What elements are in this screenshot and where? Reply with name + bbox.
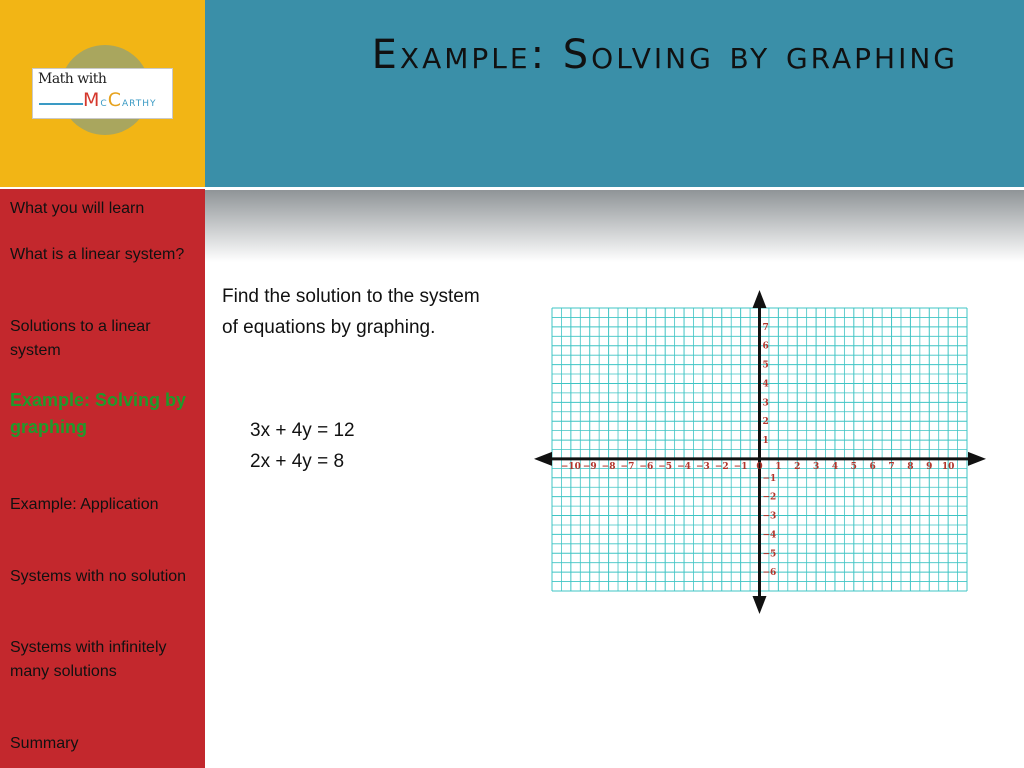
sidebar-item-example-application[interactable]: Example: Application <box>10 496 159 513</box>
y-tick-label: 6 <box>762 341 769 352</box>
sidebar-item-what-you-will-learn[interactable]: What you will learn <box>10 200 145 217</box>
x-tick-label: 0 <box>756 461 763 472</box>
y-tick-label: 2 <box>762 417 769 428</box>
x-tick-label: 1 <box>775 461 782 472</box>
y-tick-label: 4 <box>762 379 769 390</box>
logo-letters-arthy: ARTHY <box>121 99 157 109</box>
x-tick-label: −4 <box>677 461 691 472</box>
equation-1: 3x + 4y = 12 <box>250 420 355 441</box>
y-tick-label: −5 <box>762 549 777 560</box>
x-tick-label: −8 <box>601 461 616 472</box>
y-tick-label: −6 <box>762 568 777 579</box>
slide-title: Example: Solving by graphing <box>371 32 958 78</box>
logo-letter-m: M <box>83 89 101 111</box>
y-tick-label: −2 <box>762 492 777 503</box>
sidebar-item-what-is-a-linear-system[interactable]: What is a linear system? <box>10 246 185 263</box>
sidebar-item-summary[interactable]: Summary <box>10 735 79 752</box>
logo-rule <box>39 103 83 105</box>
y-tick-label: −3 <box>762 511 777 522</box>
sidebar-nav <box>0 187 205 768</box>
x-tick-label: −10 <box>560 461 581 472</box>
y-tick-label: 7 <box>762 322 769 333</box>
header-gradient <box>205 190 1024 262</box>
problem-prompt: Find the solution to the system of equations by graphing. <box>222 286 480 338</box>
y-tick-label: 1 <box>762 436 769 447</box>
y-tick-label: −1 <box>762 473 777 484</box>
x-tick-label: −1 <box>733 461 748 472</box>
x-tick-label: 2 <box>794 461 801 472</box>
sidebar-item-systems-with-infinitely-many-solutions[interactable]: Systems with infinitely many solutions <box>10 639 167 680</box>
x-tick-label: −2 <box>714 461 729 472</box>
title-panel <box>205 0 1024 187</box>
x-tick-label: 9 <box>926 461 933 472</box>
x-tick-label: 4 <box>831 461 839 472</box>
logo-panel <box>0 0 205 187</box>
y-tick-label: −4 <box>762 530 777 541</box>
x-tick-label: 5 <box>850 461 857 472</box>
sidebar-item-solutions-to-a-linear-system[interactable]: Solutions to a linear system <box>10 318 151 359</box>
x-axis-arrow-right <box>968 452 986 466</box>
x-tick-label: −6 <box>639 461 654 472</box>
logo-text-line1: Math with <box>38 71 107 87</box>
equation-2: 2x + 4y = 8 <box>250 451 345 472</box>
logo-text-line2 <box>83 89 157 111</box>
y-tick-label: 5 <box>762 360 769 371</box>
logo-letter-c-small: C <box>100 99 108 109</box>
y-axis-arrow-bottom <box>753 596 767 614</box>
x-tick-label: −5 <box>658 461 673 472</box>
x-tick-label: 7 <box>888 461 895 472</box>
coordinate-grid[interactable] <box>530 288 990 616</box>
logo[interactable] <box>32 68 173 119</box>
sidebar-item-systems-with-no-solution[interactable]: Systems with no solution <box>10 568 187 585</box>
y-tick-label: 3 <box>762 398 769 409</box>
logo-letter-c: C <box>107 89 122 111</box>
sidebar-item-example-solving-by-graphing[interactable]: Example: Solving by graphing <box>10 390 187 437</box>
x-tick-label: 3 <box>812 461 820 472</box>
x-axis-arrow-left <box>534 452 552 466</box>
x-tick-label: 10 <box>941 461 955 472</box>
x-tick-label: −9 <box>582 461 597 472</box>
x-tick-label: 6 <box>869 461 876 472</box>
x-tick-label: 8 <box>907 461 914 472</box>
x-tick-label: −7 <box>620 461 635 472</box>
y-axis-arrow-top <box>753 290 767 308</box>
x-tick-label: −3 <box>696 461 710 472</box>
